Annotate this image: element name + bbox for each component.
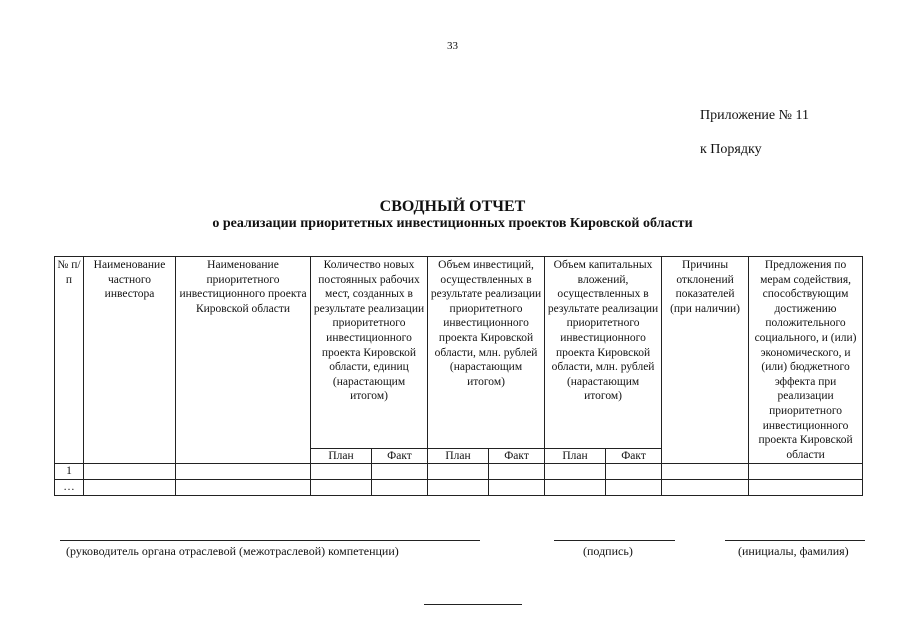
table-row (55, 464, 863, 480)
report-subtitle: о реализации приоритетных инвестиционных проектов Кировской области (212, 216, 693, 231)
name-signature-label: (инициалы, фамилия) (738, 544, 849, 558)
bottom-divider (424, 604, 522, 605)
jobs-fact: Факт (372, 448, 428, 464)
signature-label: (подпись) (583, 544, 633, 558)
appendix-title: Приложение № 11 (700, 108, 809, 123)
capital-fact: Факт (606, 448, 662, 464)
head-signature-label: (руководитель органа отраслевой (межотраслевой) компетенции) (66, 544, 399, 558)
report-title: СВОДНЫЙ ОТЧЕТ (379, 198, 526, 215)
header-jobs: Количество новых постоянных рабочих мест, созданных в результате реализации приоритетного инвестиционного проекта Кировской области, единиц (нарастающим итогом) (311, 257, 428, 449)
header-investments: Объем инвестиций, осуществленных в результате реализации приоритетного инвестиционного проекта Кировской области, млн. рублей (нарастающим итогом) (428, 257, 545, 449)
capital-plan: План (545, 448, 606, 464)
head-signature-line (60, 540, 480, 541)
investments-fact: Факт (489, 448, 545, 464)
header-row (55, 257, 863, 449)
report-table (54, 256, 863, 496)
signature-line (554, 540, 675, 541)
header-proposals: Предложения по мерам содействия, способствующим достижению положительного социального, и (или) экономического, и (или) бюджетного эффекта при реализации приоритетного инвестиционного проекта Кировской области (749, 257, 863, 464)
appendix-subtitle: к Порядку (700, 142, 762, 157)
header-project: Наименование приоритетного инвестиционного проекта Кировской области (176, 257, 311, 464)
name-signature-line (725, 540, 865, 541)
investments-plan: План (428, 448, 489, 464)
jobs-plan: План (311, 448, 372, 464)
page-number: 33 (447, 40, 458, 52)
header-investor: Наименование частного инвестора (84, 257, 176, 464)
table-row (55, 479, 863, 495)
row-index: 1 (55, 464, 84, 480)
header-num: № п/п (55, 257, 84, 464)
row-index: … (55, 479, 84, 495)
header-capital: Объем капитальных вложений, осуществленных в результате реализации приоритетного инвестиционного проекта Кировской области, млн. рублей (нарастающим итогом) (545, 257, 662, 449)
header-reasons: Причины отклонений показателей (при наличии) (662, 257, 749, 464)
